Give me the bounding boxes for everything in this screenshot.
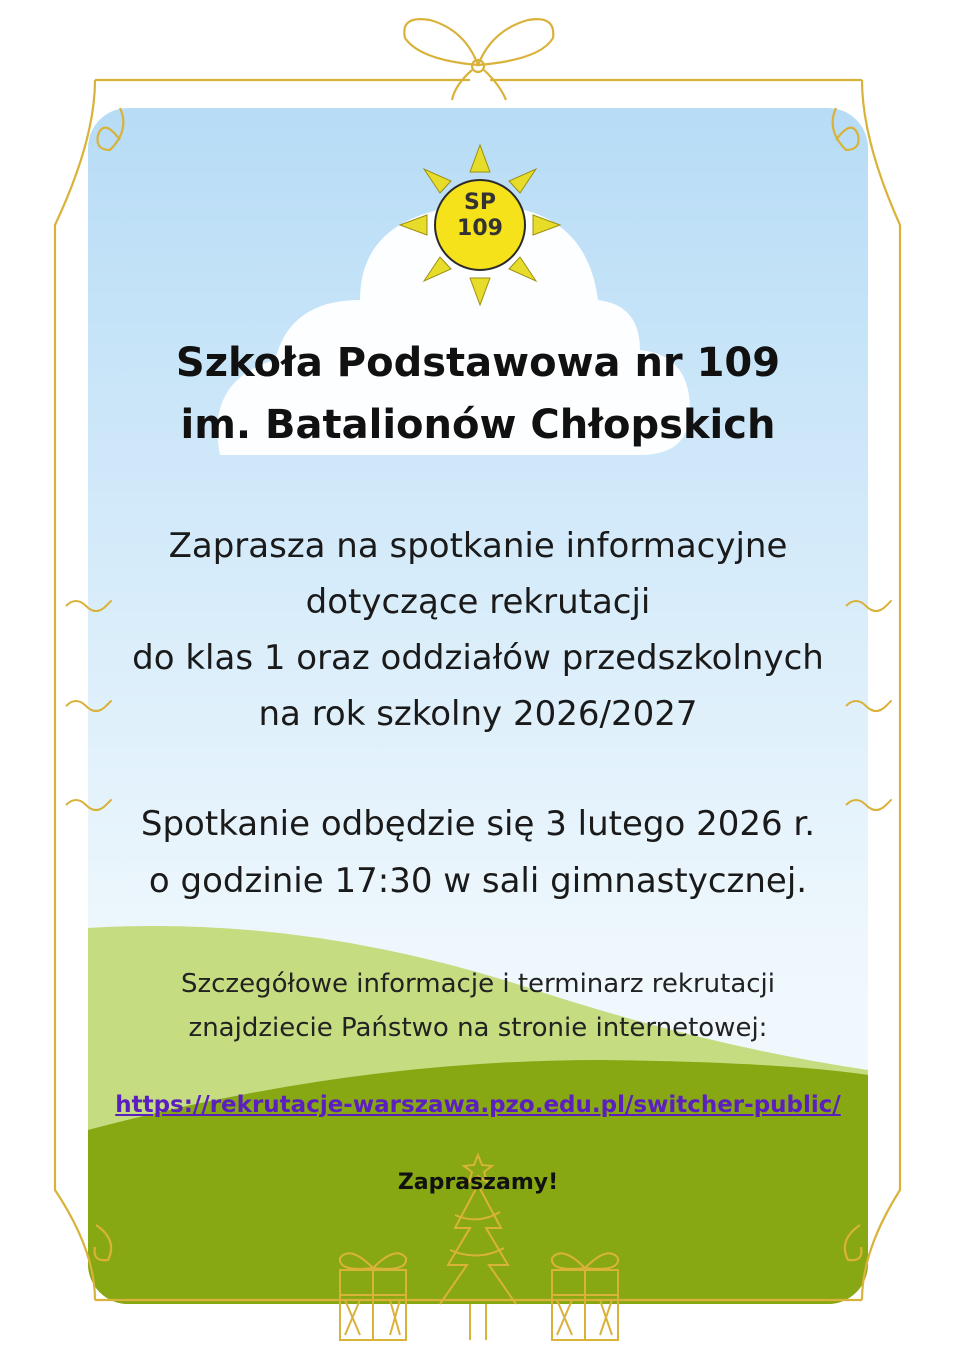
- bow-icon: [404, 19, 553, 100]
- logo-line-number: 109: [457, 216, 503, 241]
- details-text: [0, 962, 956, 1050]
- closing-text: Zapraszamy!: [397, 1170, 559, 1195]
- invite-line-2: dotyczące rekrutacji: [305, 582, 651, 622]
- meeting-line-1: Spotkanie odbędzie się 3 lutego 2026 r.: [140, 804, 816, 844]
- invite-line-1: Zaprasza na spotkanie informacyjne: [168, 526, 788, 566]
- school-logo-text: [440, 190, 520, 242]
- invite-line-4: na rok szkolny 2026/2027: [258, 694, 698, 734]
- link-container: [0, 1092, 956, 1118]
- title-line-1: Szkoła Podstawowa nr 109: [175, 340, 781, 386]
- school-name-heading: [0, 332, 956, 456]
- recruitment-link[interactable]: https://rekrutacje-warszawa.pzo.edu.pl/switcher-public/: [115, 1092, 841, 1118]
- details-line-2: znajdziecie Państwo na stronie internetowej:: [188, 1013, 768, 1043]
- title-line-2: im. Batalionów Chłopskich: [180, 402, 776, 448]
- invitation-text: [0, 518, 956, 742]
- meeting-info: [0, 796, 956, 910]
- meeting-line-2: o godzinie 17:30 w sali gimnastycznej.: [148, 861, 808, 901]
- invite-line-3: do klas 1 oraz oddziałów przedszkolnych: [132, 638, 824, 678]
- logo-line-sp: SP: [464, 190, 496, 215]
- details-line-1: Szczegółowe informacje i terminarz rekrutacji: [180, 969, 776, 999]
